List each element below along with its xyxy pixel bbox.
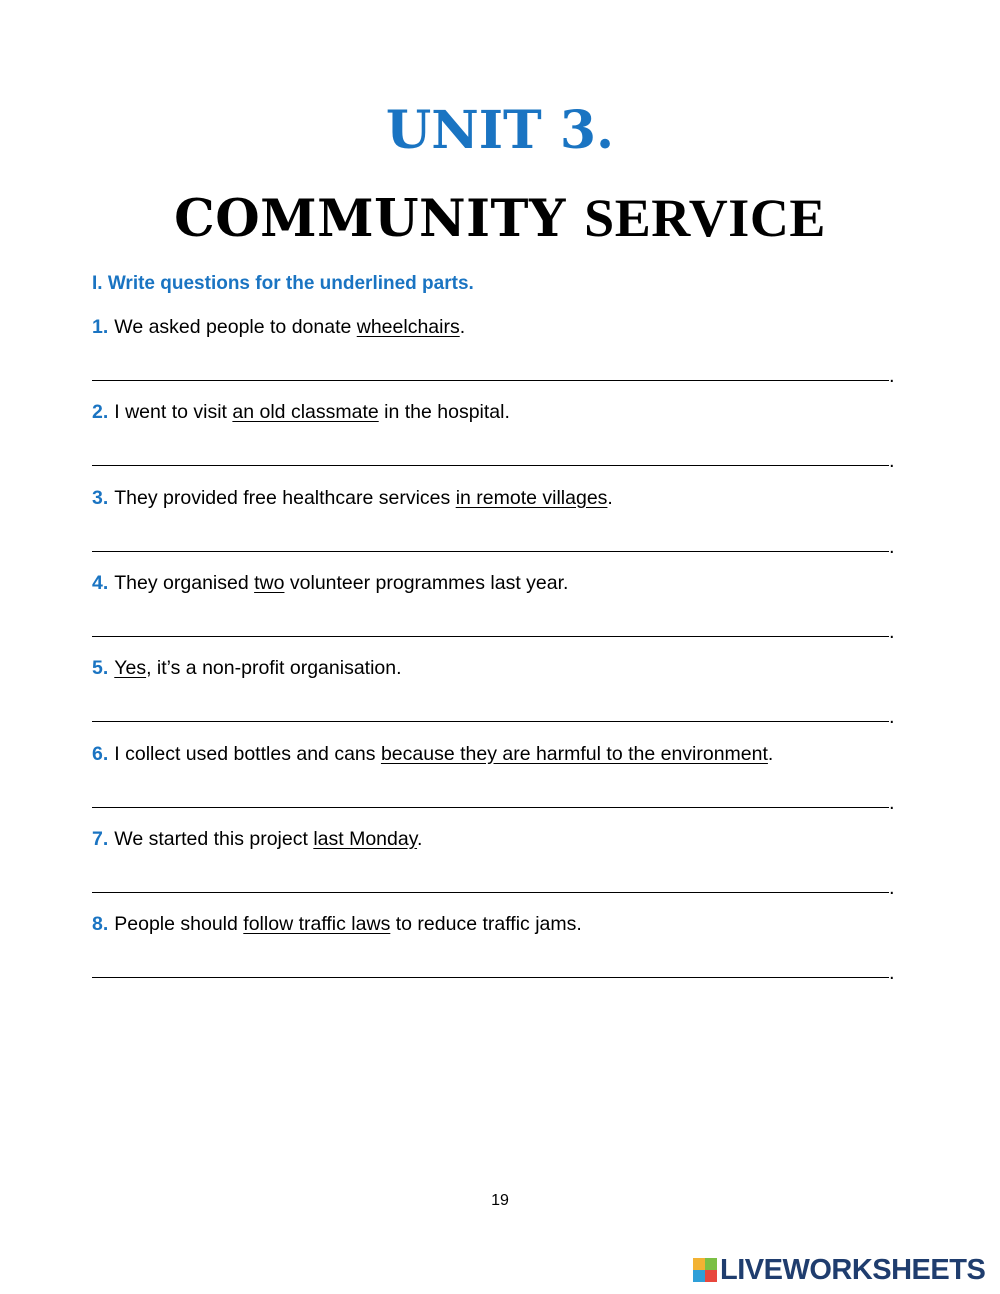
question-5	[92, 655, 402, 681]
answer-end-period: .	[889, 876, 895, 899]
question-text-before: We asked people to donate	[114, 316, 357, 338]
answer-line-1[interactable]	[92, 380, 889, 381]
question-text-after: in the hospital.	[378, 401, 510, 424]
question-number: 8.	[92, 913, 109, 936]
question-number: 2.	[92, 401, 109, 424]
question-text-after: .	[607, 486, 613, 509]
underlined-part: wheelchairs	[356, 316, 460, 338]
question-text-after: , it’s a non-profit organisation.	[146, 657, 402, 680]
answer-line-8[interactable]	[92, 977, 889, 978]
answer-line-4[interactable]	[92, 636, 889, 637]
question-text-before: I went to visit	[114, 401, 233, 424]
underlined-part: an old classmate	[232, 401, 379, 424]
question-1	[92, 314, 465, 340]
question-text-before: We started this project	[114, 827, 314, 850]
underlined-part: in remote villages	[455, 486, 608, 509]
question-text-after: .	[417, 827, 423, 850]
question-2	[92, 399, 510, 425]
answer-end-period: .	[889, 450, 895, 473]
subtitle-word-2: SERVICE	[584, 188, 826, 248]
question-text-before: They organised	[114, 571, 255, 594]
liveworksheets-logo-icon	[693, 1258, 717, 1282]
question-4	[92, 570, 568, 596]
question-number: 7.	[92, 827, 109, 850]
subtitle-word-1: COMMUNITY	[174, 189, 566, 249]
exercise-instruction: I. Write questions for the underlined parts.	[92, 273, 474, 294]
question-text-before: They provided free healthcare services	[114, 486, 456, 509]
unit-title: UNIT 3.	[385, 100, 615, 161]
question-text-before: People should	[114, 913, 244, 936]
question-number: 1.	[92, 316, 109, 338]
liveworksheets-brand	[693, 1254, 985, 1286]
page-number: 19	[491, 1192, 509, 1209]
question-number: 5.	[92, 657, 109, 680]
answer-line-6[interactable]	[92, 807, 889, 808]
answer-end-period: .	[889, 535, 895, 558]
answer-line-3[interactable]	[92, 551, 889, 552]
answer-line-7[interactable]	[92, 892, 889, 893]
brand-name: LIVEWORKSHEETS	[720, 1254, 986, 1286]
question-number: 6.	[92, 742, 109, 765]
unit-subtitle	[0, 182, 1000, 255]
answer-end-period: .	[889, 706, 895, 729]
underlined-part: follow traffic laws	[243, 913, 391, 936]
question-text-before: I collect used bottles and cans	[114, 742, 381, 765]
question-text-after: .	[459, 316, 466, 338]
answer-line-5[interactable]	[92, 721, 889, 722]
answer-end-period: .	[889, 962, 895, 985]
answer-end-period: .	[889, 791, 895, 814]
answer-end-period: .	[889, 620, 895, 643]
question-7	[92, 826, 422, 852]
question-text-after: .	[767, 742, 774, 765]
question-3	[92, 485, 613, 511]
underlined-part: two	[254, 571, 285, 594]
underlined-part: Yes	[114, 657, 147, 680]
question-6	[92, 741, 773, 767]
question-number: 4.	[92, 571, 109, 594]
question-text-after: volunteer programmes last year.	[284, 571, 569, 594]
answer-end-period: .	[889, 365, 895, 387]
underlined-part: because they are harmful to the environment	[380, 742, 768, 765]
question-text-after: to reduce traffic jams.	[390, 913, 582, 936]
question-number: 3.	[92, 486, 109, 509]
answer-line-2[interactable]	[92, 465, 889, 466]
question-8	[92, 911, 582, 937]
underlined-part: last Monday	[313, 827, 418, 850]
